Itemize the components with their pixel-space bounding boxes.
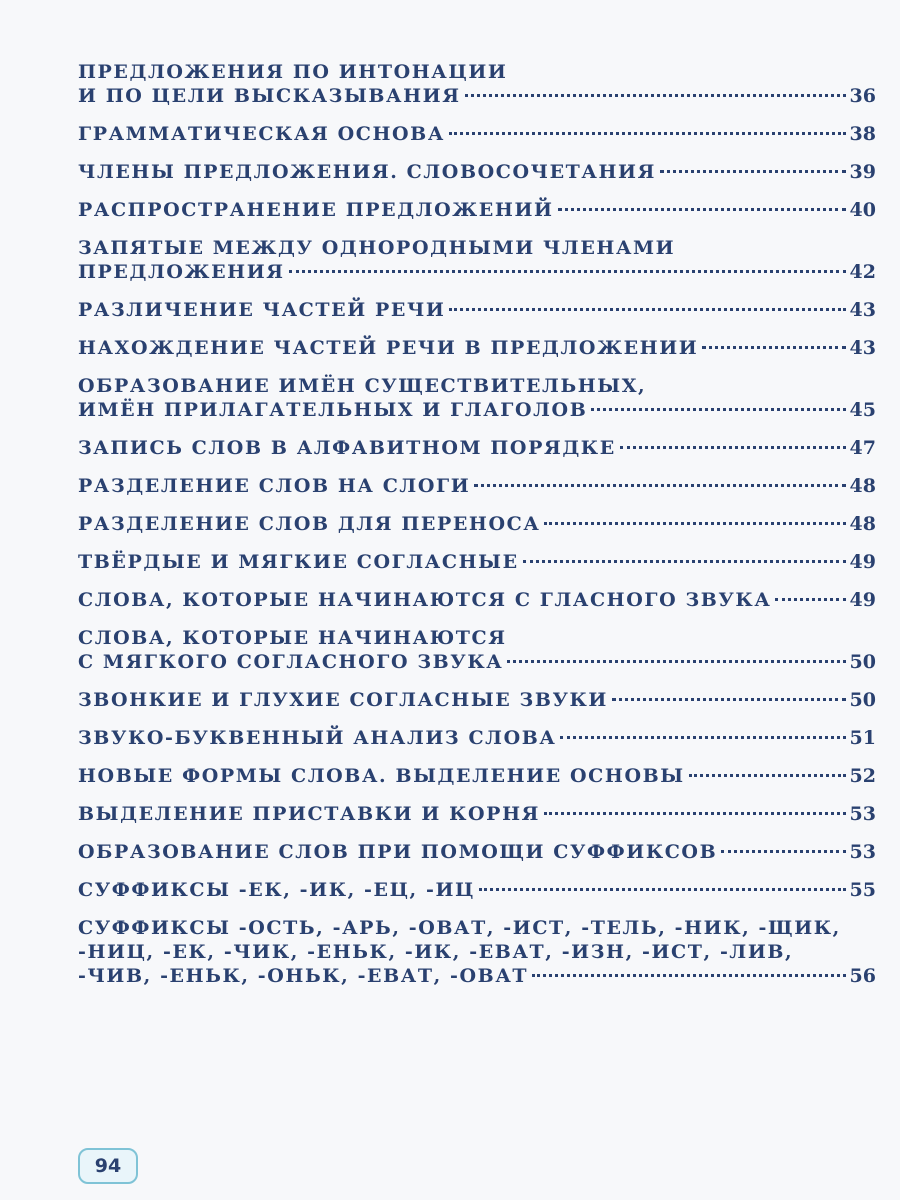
toc-entry bbox=[78, 236, 876, 284]
toc-entry-title: СУФФИКСЫ -ЕК, -ИК, -ЕЦ, -ИЦ bbox=[78, 879, 475, 901]
toc-entry bbox=[78, 474, 876, 498]
toc-entry-last-line bbox=[78, 436, 876, 460]
toc-entry bbox=[78, 374, 876, 422]
toc-entry bbox=[78, 198, 876, 222]
toc-entry-last-line bbox=[78, 84, 876, 108]
toc-entry-last-line bbox=[78, 398, 876, 422]
toc-entry-title: С МЯГКОГО СОГЛАСНОГО ЗВУКА bbox=[78, 651, 504, 673]
toc-entry-last-line bbox=[78, 726, 876, 750]
toc-entry bbox=[78, 298, 876, 322]
toc-entry-last-line bbox=[78, 840, 876, 864]
toc-entry-last-line bbox=[78, 550, 876, 574]
toc-entry-page: 48 bbox=[849, 475, 876, 497]
dot-leader bbox=[465, 94, 846, 97]
toc-entry-title: НАХОЖДЕНИЕ ЧАСТЕЙ РЕЧИ В ПРЕДЛОЖЕНИИ bbox=[78, 337, 699, 359]
toc-entry bbox=[78, 764, 876, 788]
toc-entry bbox=[78, 512, 876, 536]
toc-entry-page: 50 bbox=[849, 651, 876, 673]
toc-entry-page: 40 bbox=[849, 199, 876, 221]
toc-entry-page: 38 bbox=[849, 123, 876, 145]
toc-entry-last-line bbox=[78, 878, 876, 902]
toc-entry-page: 45 bbox=[849, 399, 876, 421]
dot-leader bbox=[479, 888, 846, 891]
toc-entry-title: ИМЁН ПРИЛАГАТЕЛЬНЫХ И ГЛАГОЛОВ bbox=[78, 399, 588, 421]
toc-entry-page: 53 bbox=[849, 841, 876, 863]
dot-leader bbox=[612, 698, 846, 701]
toc-entry-title-line: ОБРАЗОВАНИЕ ИМЁН СУЩЕСТВИТЕЛЬНЫХ, bbox=[78, 375, 647, 397]
toc-entry-last-line bbox=[78, 336, 876, 360]
toc-entry-title: ЗВОНКИЕ И ГЛУХИЕ СОГЛАСНЫЕ ЗВУКИ bbox=[78, 689, 608, 711]
toc-entry-title: И ПО ЦЕЛИ ВЫСКАЗЫВАНИЯ bbox=[78, 85, 461, 107]
toc-entry-last-line bbox=[78, 122, 876, 146]
toc-entry-last-line bbox=[78, 160, 876, 184]
dot-leader bbox=[289, 270, 846, 273]
dot-leader bbox=[449, 132, 846, 135]
dot-leader bbox=[560, 736, 845, 739]
toc-entry-title: РАЗЛИЧЕНИЕ ЧАСТЕЙ РЕЧИ bbox=[78, 299, 446, 321]
toc-entry-title: РАСПРОСТРАНЕНИЕ ПРЕДЛОЖЕНИЙ bbox=[78, 199, 554, 221]
toc-entry-last-line bbox=[78, 588, 876, 612]
toc-entry bbox=[78, 436, 876, 460]
dot-leader bbox=[449, 308, 845, 311]
toc-entry-title: НОВЫЕ ФОРМЫ СЛОВА. ВЫДЕЛЕНИЕ ОСНОВЫ bbox=[78, 765, 685, 787]
dot-leader bbox=[544, 522, 845, 525]
dot-leader bbox=[721, 850, 845, 853]
toc-entry-page: 47 bbox=[849, 437, 876, 459]
toc-entry-last-line bbox=[78, 260, 876, 284]
toc-entry-last-line bbox=[78, 964, 876, 988]
toc-entry-title-line: -НИЦ, -ЕК, -ЧИК, -ЕНЬК, -ИК, -ЕВАТ, -ИЗН, -ИСТ, -ЛИВ, bbox=[78, 941, 794, 963]
toc-entry-last-line bbox=[78, 802, 876, 826]
toc-entry bbox=[78, 802, 876, 826]
toc-entry-title: РАЗДЕЛЕНИЕ СЛОВ НА СЛОГИ bbox=[78, 475, 471, 497]
toc-entry-title: РАЗДЕЛЕНИЕ СЛОВ ДЛЯ ПЕРЕНОСА bbox=[78, 513, 541, 535]
toc-entry-page: 55 bbox=[849, 879, 876, 901]
toc-entry bbox=[78, 336, 876, 360]
dot-leader bbox=[689, 774, 846, 777]
toc-entry-title: ЗАПИСЬ СЛОВ В АЛФАВИТНОМ ПОРЯДКЕ bbox=[78, 437, 616, 459]
toc-entry-page: 49 bbox=[849, 589, 876, 611]
toc-entry-title-line: СЛОВА, КОТОРЫЕ НАЧИНАЮТСЯ bbox=[78, 627, 507, 649]
toc-entry-title: ВЫДЕЛЕНИЕ ПРИСТАВКИ И КОРНЯ bbox=[78, 803, 540, 825]
toc-entry-title: СЛОВА, КОТОРЫЕ НАЧИНАЮТСЯ С ГЛАСНОГО ЗВУКА bbox=[78, 589, 772, 611]
dot-leader bbox=[544, 812, 846, 815]
toc-entry-title: ГРАММАТИЧЕСКАЯ ОСНОВА bbox=[78, 123, 445, 145]
toc-entry-page: 43 bbox=[849, 299, 876, 321]
toc-entry-page: 42 bbox=[849, 261, 876, 283]
toc-entry-last-line bbox=[78, 650, 876, 674]
toc-entry-title: -ЧИВ, -ЕНЬК, -ОНЬК, -ЕВАТ, -ОВАТ bbox=[78, 965, 529, 987]
toc-entry bbox=[78, 878, 876, 902]
toc-entry bbox=[78, 688, 876, 712]
dot-leader bbox=[702, 346, 845, 349]
toc-entry bbox=[78, 916, 876, 988]
toc-entry bbox=[78, 160, 876, 184]
toc-entry-page: 56 bbox=[849, 965, 876, 987]
toc-entry-last-line bbox=[78, 512, 876, 536]
toc-entry bbox=[78, 122, 876, 146]
toc-entry-title: ОБРАЗОВАНИЕ СЛОВ ПРИ ПОМОЩИ СУФФИКСОВ bbox=[78, 841, 718, 863]
toc-entry-title: ПРЕДЛОЖЕНИЯ bbox=[78, 261, 285, 283]
page-number: 94 bbox=[78, 1148, 138, 1184]
toc-entry-page: 50 bbox=[849, 689, 876, 711]
toc-entry-page: 39 bbox=[849, 161, 876, 183]
dot-leader bbox=[507, 660, 845, 663]
dot-leader bbox=[532, 974, 845, 977]
toc-entry-last-line bbox=[78, 198, 876, 222]
dot-leader bbox=[474, 484, 845, 487]
toc-entry bbox=[78, 550, 876, 574]
toc-entry-page: 48 bbox=[849, 513, 876, 535]
dot-leader bbox=[775, 598, 845, 601]
toc-entry-title-line: ПРЕДЛОЖЕНИЯ ПО ИНТОНАЦИИ bbox=[78, 61, 508, 83]
table-of-contents bbox=[78, 60, 876, 1002]
toc-entry-page: 51 bbox=[849, 727, 876, 749]
toc-entry-page: 36 bbox=[849, 85, 876, 107]
toc-entry-page: 52 bbox=[849, 765, 876, 787]
toc-entry bbox=[78, 840, 876, 864]
toc-entry bbox=[78, 588, 876, 612]
toc-entry-title: ТВЁРДЫЕ И МЯГКИЕ СОГЛАСНЫЕ bbox=[78, 551, 519, 573]
dot-leader bbox=[558, 208, 846, 211]
toc-entry-title-line: ЗАПЯТЫЕ МЕЖДУ ОДНОРОДНЫМИ ЧЛЕНАМИ bbox=[78, 237, 676, 259]
toc-entry-last-line bbox=[78, 764, 876, 788]
toc-entry bbox=[78, 726, 876, 750]
toc-entry-page: 43 bbox=[849, 337, 876, 359]
toc-entry-last-line bbox=[78, 474, 876, 498]
toc-entry-last-line bbox=[78, 298, 876, 322]
dot-leader bbox=[523, 560, 846, 563]
toc-entry-title-line: СУФФИКСЫ -ОСТЬ, -АРЬ, -ОВАТ, -ИСТ, -ТЕЛЬ, -НИК, -ЩИК, bbox=[78, 917, 841, 939]
toc-entry bbox=[78, 60, 876, 108]
toc-entry-page: 53 bbox=[849, 803, 876, 825]
dot-leader bbox=[660, 170, 846, 173]
dot-leader bbox=[620, 446, 846, 449]
toc-entry-title: ЧЛЕНЫ ПРЕДЛОЖЕНИЯ. СЛОВОСОЧЕТАНИЯ bbox=[78, 161, 656, 183]
toc-entry-title: ЗВУКО-БУКВЕННЫЙ АНАЛИЗ СЛОВА bbox=[78, 727, 557, 749]
toc-entry bbox=[78, 626, 876, 674]
dot-leader bbox=[591, 408, 845, 411]
toc-entry-page: 49 bbox=[849, 551, 876, 573]
toc-entry-last-line bbox=[78, 688, 876, 712]
